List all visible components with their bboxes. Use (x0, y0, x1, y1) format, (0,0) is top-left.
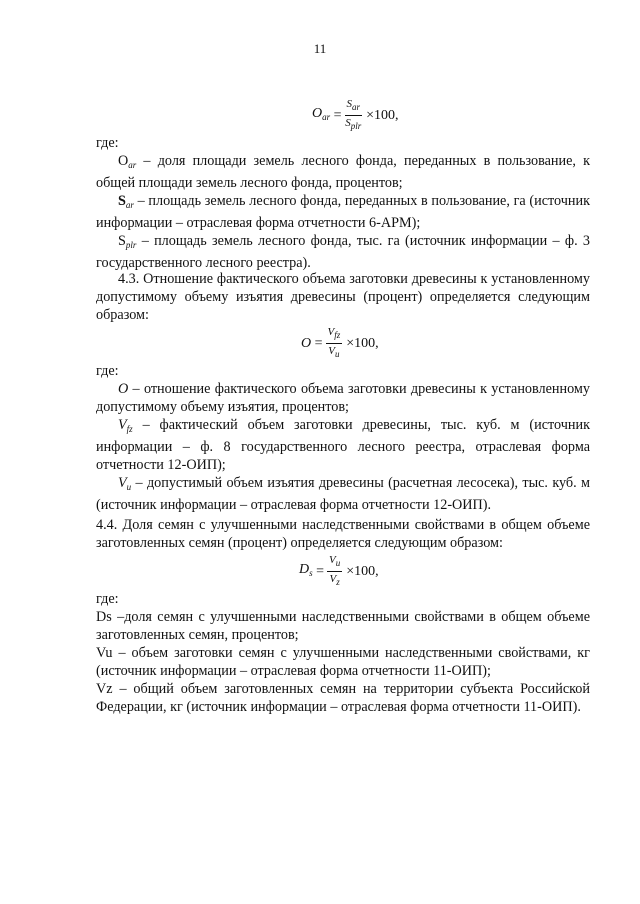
equals-sign: = (330, 107, 342, 123)
definition-o: O – отношение фактического объема заготовки древесины к установленному допустимому объему изъятия, процентов; (96, 381, 590, 415)
denominator: $V_u$ (328, 345, 340, 359)
where-label: где: (96, 591, 119, 607)
section-4-3-heading: 4.3. Отношение фактического объема заготовки древесины к установленному допустимому объему изъятия древесины (процент) определяется следующим образом: (96, 271, 590, 323)
numerator: $V_{fz}$ (326, 326, 343, 344)
denominator: $S_{plr}$ (345, 117, 362, 131)
section-4-4-definitions (96, 590, 590, 716)
formula-lhs: O (301, 335, 312, 351)
equals-sign: = (312, 563, 325, 579)
equals-sign: = (311, 335, 323, 351)
where-label: где: (96, 363, 119, 379)
formula-ds (299, 554, 380, 589)
page-number: 11 (313, 41, 327, 56)
definition-splr: $S_{plr}$ – площадь земель лесного фонда, тыс. га (источник информации – ф. 3 государственного лесного реестра). (96, 233, 590, 271)
denominator: $V_z$ (329, 573, 340, 587)
formula-lhs: $O_{ar}$ (312, 106, 331, 122)
fraction (345, 98, 363, 133)
section-1-definitions (96, 134, 590, 272)
fraction (327, 554, 342, 589)
definition-vz: Vz – общий объем заготовленных семян на территории субъекта Российской Федерации, кг (источник информации – отраслевая форма отчетности 11-ОИП). (96, 681, 590, 715)
formula-oar (312, 98, 399, 133)
definition-vfz: $V_{fz}$ – фактический объем заготовки древесины, тыс. куб. м (источник информации – ф. 8 государственного лесного реестра, отраслевая форма отчетности 12-ОИП); (96, 417, 590, 473)
numerator: $V_u$ (327, 554, 342, 572)
numerator: $S_{ar}$ (345, 98, 363, 116)
formula-lhs: $D_s$ (299, 562, 313, 578)
definition-vu: Vu – объем заготовки семян с улучшенными наследственными свойствами, кг (источник информации – отраслевая форма отчетности 11-ОИП); (96, 645, 590, 679)
section-4-4-heading: 4.4. Доля семян с улучшенными наследственными свойствами в общем объеме заготовленных семян (процент) определяется следующим образом: (96, 517, 590, 551)
fraction (326, 326, 343, 361)
formula-o (301, 326, 380, 361)
where-label: где: (96, 135, 119, 151)
multiplier: ×100, (366, 107, 399, 123)
multiplier: ×100, (346, 563, 379, 579)
definition-vu: $V_u$ – допустимый объем изъятия древесины (расчетная лесосека), тыс. куб. м (источник информации – отраслевая форма отчетности 12-ОИП). (96, 475, 590, 513)
section-4-3-definitions (96, 362, 590, 514)
definition-sar: $S_{ar}$ – площадь земель лесного фонда, переданных в пользование, га (источник информации – отраслевая форма отчетности 6-АРМ); (96, 193, 590, 231)
multiplier: ×100, (346, 335, 379, 351)
definition-ds: Ds –доля семян с улучшенными наследственными свойствами в общем объеме заготовленных семян, процентов; (96, 609, 590, 643)
definition-oar: $O_{ar}$ – доля площади земель лесного фонда, переданных в пользование, к общей площади земель лесного фонда, процентов; (96, 153, 590, 191)
